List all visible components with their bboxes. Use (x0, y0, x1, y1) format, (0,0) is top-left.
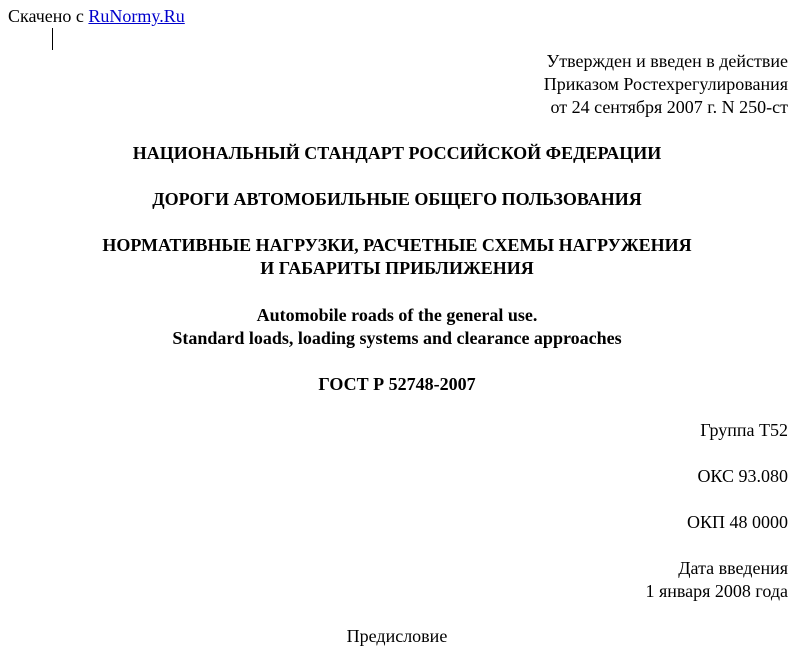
english-title-line-2: Standard loads, loading systems and clearance approaches (172, 328, 622, 348)
intro-date-label: Дата введения (678, 558, 788, 578)
intro-date-value: 1 января 2008 года (645, 581, 788, 601)
approval-block (388, 50, 788, 119)
roads-title: ДОРОГИ АВТОМОБИЛЬНЫЕ ОБЩЕГО ПОЛЬЗОВАНИЯ (152, 189, 642, 209)
group-code: Группа Т52 (700, 420, 788, 440)
preface-heading: Предисловие (346, 626, 448, 646)
source-link[interactable]: RuNormy.Ru (88, 6, 185, 26)
source-prefix: Скачено с (8, 6, 89, 26)
text-cursor (52, 28, 53, 50)
english-title-line-1: Automobile roads of the general use. (256, 305, 538, 325)
approval-line-1: Утвержден и введен в действие (546, 51, 788, 71)
approval-line-3: от 24 сентября 2007 г. N 250-ст (550, 97, 788, 117)
loads-title-line-2: И ГАБАРИТЫ ПРИБЛИЖЕНИЯ (260, 258, 534, 278)
oks-code: ОКС 93.080 (697, 466, 788, 486)
source-line (8, 5, 185, 28)
approval-line-2: Приказом Ростехрегулирования (543, 74, 788, 94)
loads-title-line-1: НОРМАТИВНЫЕ НАГРУЗКИ, РАСЧЕТНЫЕ СХЕМЫ НАГРУЖЕНИЯ (102, 235, 692, 255)
okp-code: ОКП 48 0000 (686, 512, 788, 532)
national-standard-title: НАЦИОНАЛЬНЫЙ СТАНДАРТ РОССИЙСКОЙ ФЕДЕРАЦИИ (132, 143, 662, 163)
gost-number: ГОСТ Р 52748-2007 (318, 374, 476, 394)
